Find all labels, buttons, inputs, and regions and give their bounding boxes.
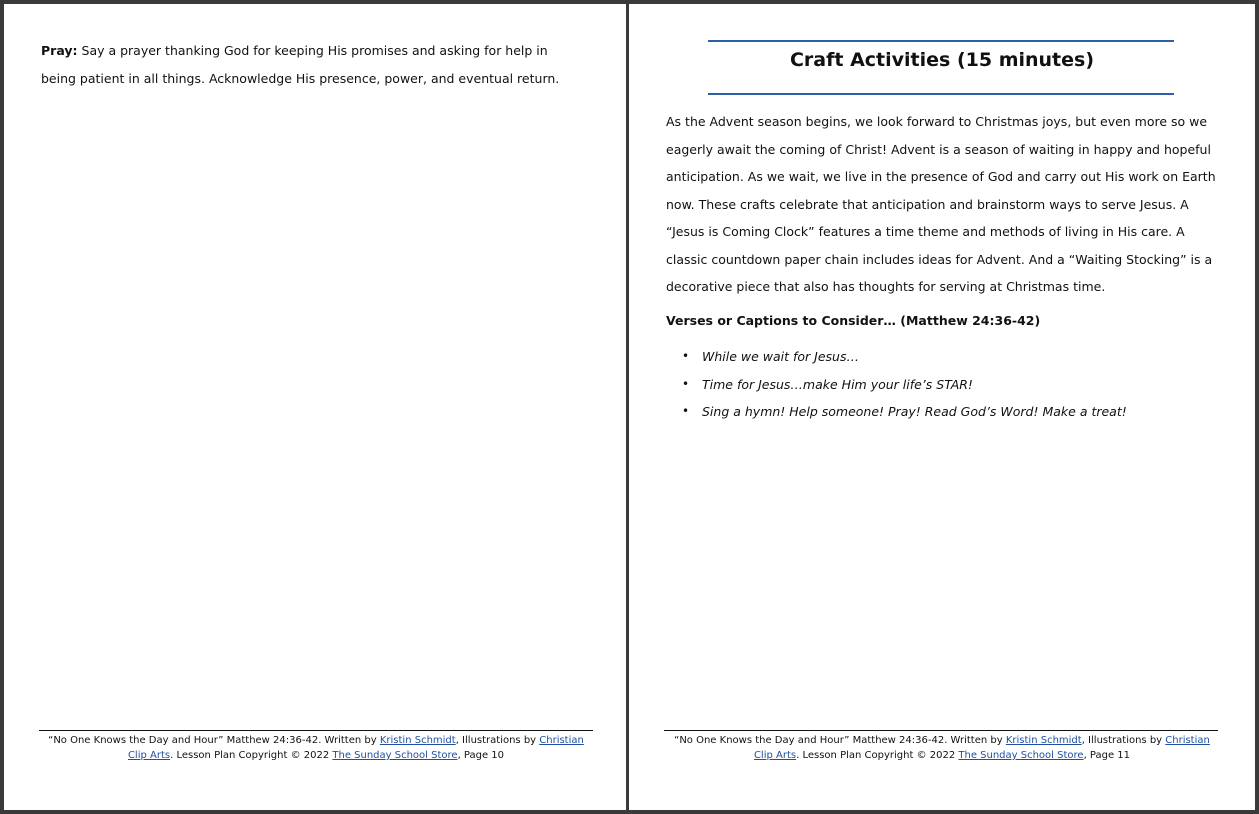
page-footer — [672, 733, 1212, 763]
author-link[interactable]: Kristin Schmidt — [379, 735, 456, 746]
footer-text: . Lesson Plan Copyright © 2022 — [796, 750, 959, 761]
page-footer — [46, 733, 586, 763]
pray-paragraph — [41, 37, 581, 92]
bullet-icon: • — [682, 376, 690, 391]
footer-text: . Lesson Plan Copyright © 2022 — [170, 750, 333, 761]
footer-divider — [664, 730, 1218, 731]
illustrations-link[interactable]: Christian Clip Arts — [127, 735, 584, 761]
footer-divider — [39, 730, 593, 731]
page-left — [4, 4, 626, 810]
intro-paragraph: As the Advent season begins, we look forward to Christmas joys, but even more so we eagerly await the coming of Christ! Advent is a season of waiting in happy and hopeful anticipation. As we wait, we live in the presence of God and carry out His work on Earth now. These crafts celebrate that anticipation and brainstorm ways to serve Jesus. A “Jesus is Coming Clock” features a time theme and methods of living in His care. A classic countdown paper chain includes ideas for Advent. And a “Waiting Stocking” is a decorative piece that also has thoughts for serving at Christmas time. — [666, 114, 1216, 294]
pray-label: Pray: — [41, 43, 78, 58]
store-link[interactable]: The Sunday School Store — [958, 750, 1084, 761]
author-link[interactable]: Kristin Schmidt — [1005, 735, 1082, 746]
illustrations-link[interactable]: Christian Clip Arts — [753, 735, 1210, 761]
verse-caption: Time for Jesus…make Him your life’s STAR! — [702, 376, 973, 392]
footer-text: , Illustrations by — [455, 735, 540, 746]
heading-rule-bottom — [708, 93, 1174, 95]
bullet-icon: • — [682, 404, 690, 418]
section-heading: Craft Activities (15 minutes) — [789, 49, 1095, 71]
verse-caption: While we wait for Jesus… — [702, 349, 859, 364]
footer-text: , Illustrations by — [1081, 735, 1166, 746]
footer-text: “No One Knows the Day and Hour” Matthew 24:36-42. Written by — [674, 735, 1006, 746]
list-item — [666, 398, 1218, 426]
pray-text: Say a prayer thanking God for keeping His promises and asking for help in being patient in all things. Acknowledge His presence, power, and eventual return. — [41, 43, 560, 86]
bullet-icon: • — [682, 349, 690, 363]
store-link[interactable]: The Sunday School Store — [332, 750, 458, 761]
list-item — [666, 343, 1218, 371]
heading-rule-top — [708, 40, 1174, 42]
page-number: , Page 11 — [1083, 750, 1131, 761]
list-item — [666, 371, 1218, 399]
verse-caption: Sing a hymn! Help someone! Pray! Read God’s Word! Make a treat! — [702, 404, 1127, 419]
page-number: , Page 10 — [457, 750, 505, 761]
verses-title: Verses or Captions to Consider… (Matthew 24:36-42) — [666, 313, 1041, 328]
page-right — [629, 4, 1255, 810]
verses-list — [666, 343, 1218, 426]
footer-text: “No One Knows the Day and Hour” Matthew 24:36-42. Written by — [48, 735, 380, 746]
